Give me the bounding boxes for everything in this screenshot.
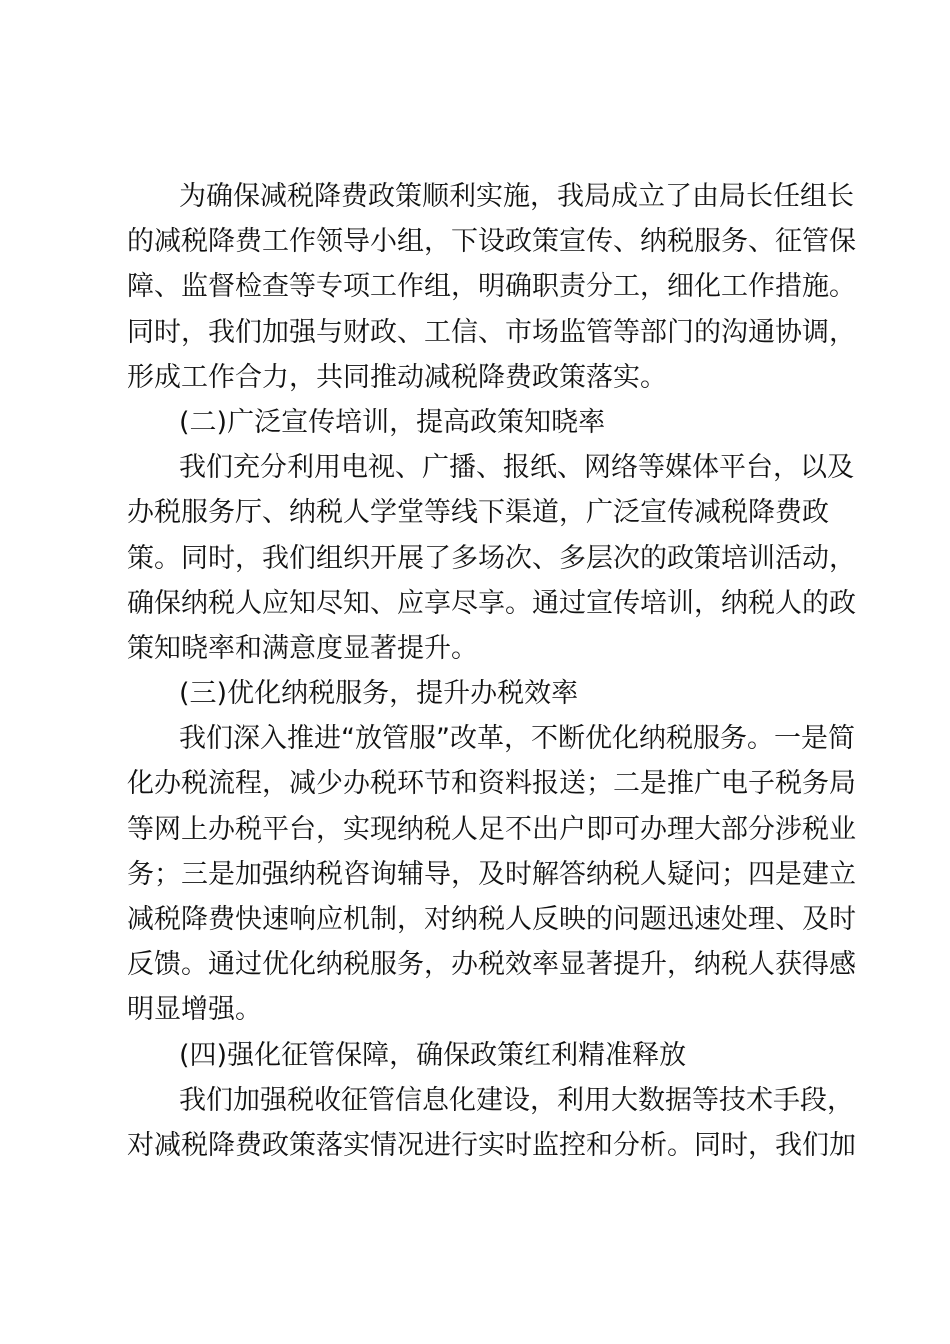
paragraph-line: 等网上办税平台，实现纳税人足不出户即可办理大部分涉税业 — [127, 813, 856, 845]
paragraph-line: 我们加强税收征管信息化建设，利用大数据等技术手段， — [179, 1084, 854, 1116]
paragraph-line: 为确保减税降费政策顺利实施，我局成立了由局长任组长 — [179, 181, 854, 212]
paragraph-line: 同时，我们加强与财政、工信、市场监管等部门的沟通协调， — [127, 316, 856, 348]
paragraph-line: 我们深入推进“放管服”改革，不断优化纳税服务。一是简 — [179, 723, 855, 755]
paragraph-line: 化办税流程，减少办税环节和资料报送；二是推广电子税务局 — [127, 768, 856, 800]
paragraph-line: 策知晓率和满意度显著提升。 — [127, 632, 478, 664]
paragraph — [127, 445, 856, 671]
paragraph-line: 减税降费快速响应机制，对纳税人反映的问题迅速处理、及时 — [127, 904, 856, 935]
document-body — [127, 174, 856, 1168]
section-heading: (二)广泛宣传培训，提高政策知晓率 — [179, 406, 606, 438]
paragraph-line: 明显增强。 — [127, 994, 262, 1026]
paragraph-line: 确保纳税人应知尽知、应享尽享。通过宣传培训，纳税人的政 — [127, 587, 856, 619]
paragraph-line: 反馈。通过优化纳税服务，办税效率显著提升，纳税人获得感 — [127, 949, 856, 981]
section-heading: (三)优化纳税服务，提升办税效率 — [179, 678, 579, 710]
paragraph-line: 形成工作合力，共同推动减税降费政策落实。 — [127, 361, 667, 393]
paragraph-line: 办税服务厅、纳税人学堂等线下渠道，广泛宣传减税降费政 — [127, 497, 829, 529]
paragraph — [127, 174, 856, 400]
paragraph-line: 务；三是加强纳税咨询辅导，及时解答纳税人疑问；四是建立 — [127, 858, 856, 890]
paragraph-line: 我们充分利用电视、广播、报纸、网络等媒体平台，以及 — [179, 452, 854, 484]
paragraph-line: 障、监督检查等专项工作组，明确职责分工，细化工作措施。 — [127, 271, 856, 303]
paragraph-line: 策。同时，我们组织开展了多场次、多层次的政策培训活动， — [127, 542, 856, 574]
paragraph-line: 的减税降费工作领导小组，下设政策宣传、纳税服务、征管保 — [127, 226, 856, 258]
paragraph — [127, 716, 856, 1032]
paragraph-line: 对减税降费政策落实情况进行实时监控和分析。同时，我们加 — [127, 1129, 856, 1161]
paragraph — [127, 1078, 856, 1168]
section-heading: (四)强化征管保障，确保政策红利精准释放 — [179, 1039, 687, 1071]
